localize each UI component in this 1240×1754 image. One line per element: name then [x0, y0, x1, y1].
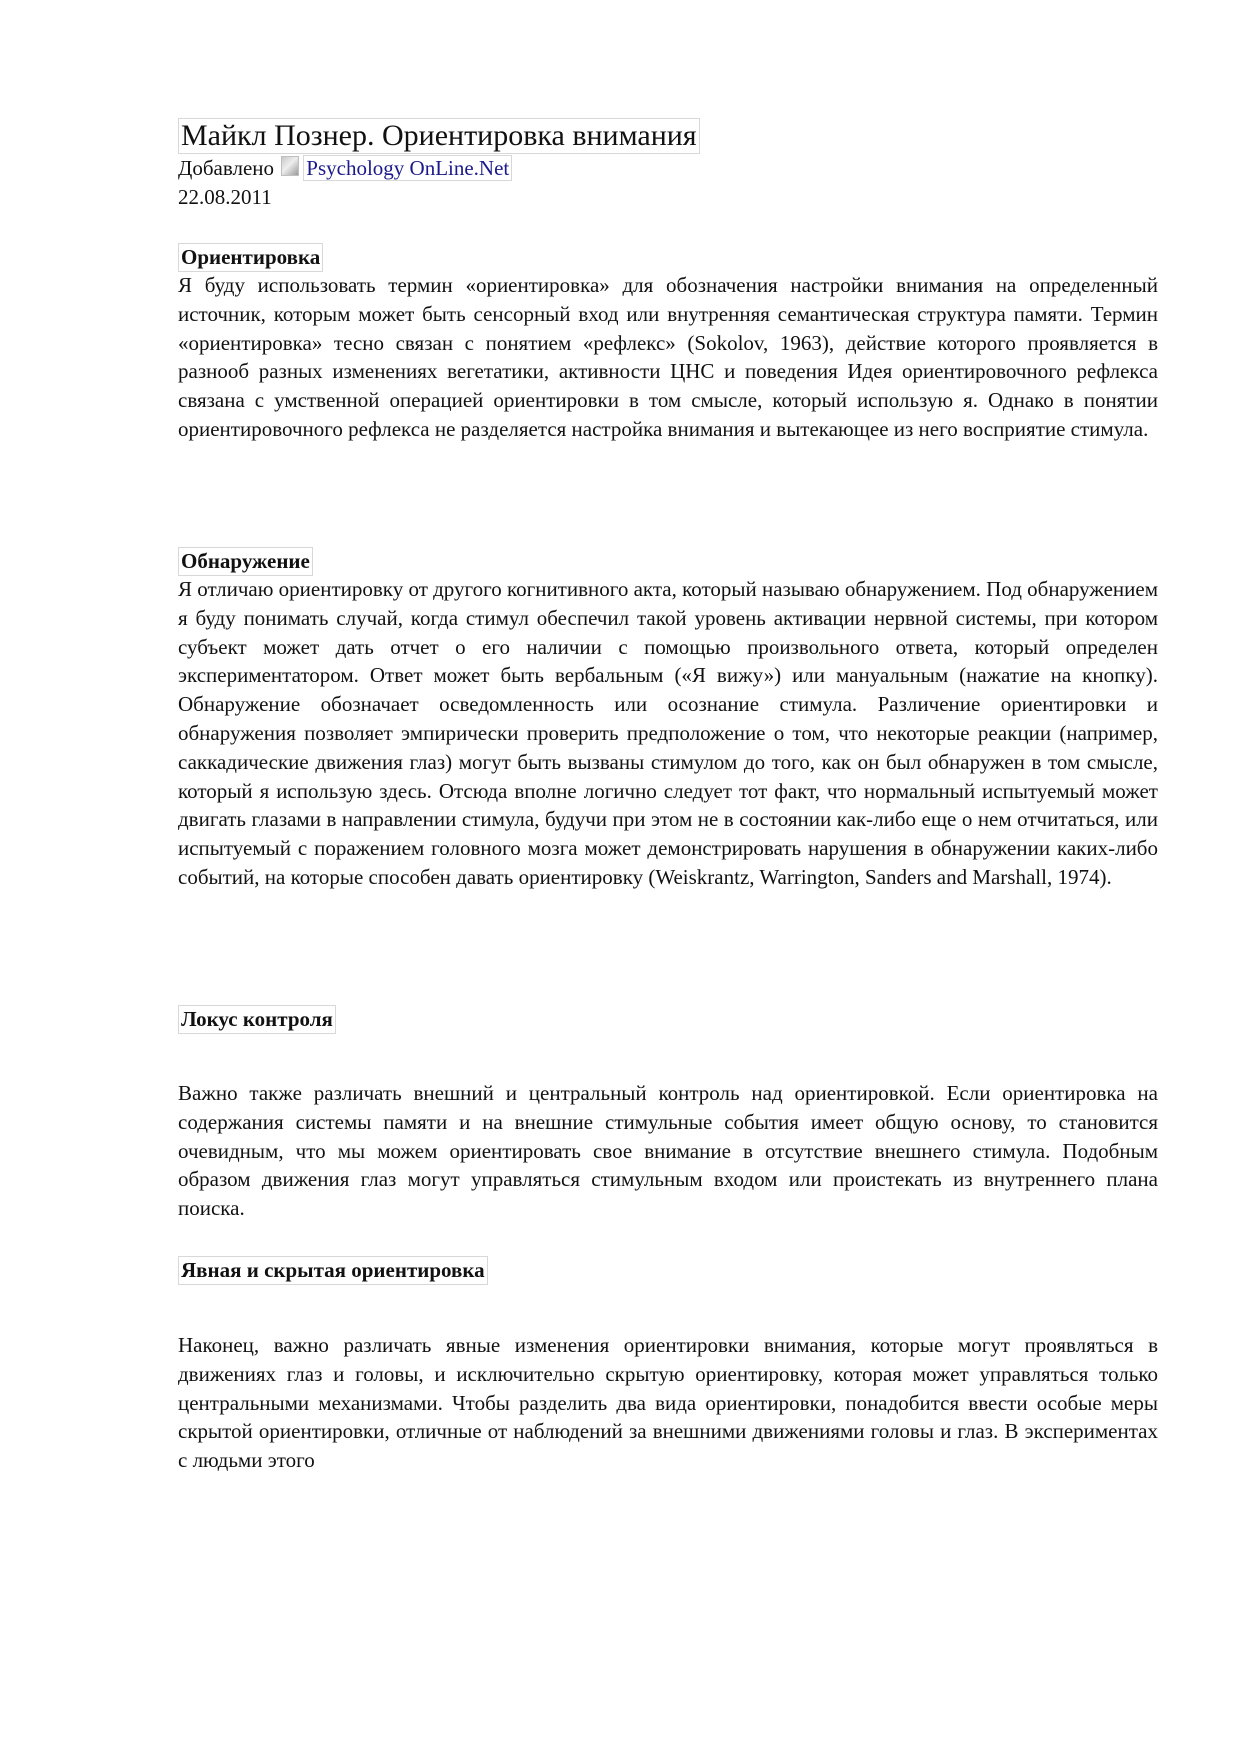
- section-heading-block: [178, 243, 1158, 272]
- section-heading: Локус контроля: [178, 1005, 336, 1034]
- section-paragraph-block: [178, 1079, 1158, 1223]
- section-paragraph: Я буду использовать термин «ориентировка» для обозначения настройки внимания на определенный источник, которым может быть сенсорный вход или внутренняя семантическая структура памяти. Термин «ориентировка» тесно связан с понятием «рефлекс» (Sokolov, 1963), действие которого проявляется в разнооб разных изменениях вегетатики, активности ЦНС и поведения Идея ориентировочного рефлекса связана с умственной операцией ориентировки в том смысле, который использую я. Однако в понятии ориентировочного рефлекса не разделяется настройка внимания и вытекающее из него восприятие стимула.: [178, 273, 1158, 441]
- section-heading-block: [178, 1256, 1158, 1285]
- section-heading-block: [178, 547, 1158, 576]
- article-header: [178, 118, 1158, 212]
- section-paragraph: Я отличаю ориентировку от другого когнитивного акта, который называю обнаружением. Под обнаружением я буду понимать случай, когда стимул обеспечил такой уровень активации нервной системы, при котором субъект может дать отчет о его наличии с помощью произвольного ответа, который определен экспериментатором. Ответ может быть вербальным («Я вижу») или мануальным (нажатие на кнопку). Обнаружение обозначает осведомленность или осознание стимула. Различение ориентировки и обнаружения позволяет эмпирически проверить предположение о том, что некоторые реакции (например, саккадические движения глаз) могут быть вызваны стимулом до того, как он был обнаружен в том смысле, который я использую здесь. Отсюда вполне логично следует тот факт, что нормальный испытуемый может двигать глазами в направлении стимула, будучи при этом не в состоянии как-либо еще о нем отчитаться, или испытуемый с поражением головного мозга может демонстрировать нарушения в обнаружении каких-либо событий, на которые способен давать ориентировку (Weiskrantz, Warrington, Sanders and Marshall, 1974).: [178, 577, 1158, 889]
- site-link[interactable]: Psychology OnLine.Net: [303, 155, 512, 181]
- section-heading: Обнаружение: [178, 547, 313, 576]
- section-paragraph-block: [178, 1331, 1158, 1475]
- image-icon: [281, 156, 299, 176]
- article-meta: [178, 154, 1158, 212]
- section-heading: Явная и скрытая ориентировка: [178, 1256, 488, 1285]
- section-paragraph: Наконец, важно различать явные изменения ориентировки внимания, которые могут проявляться в движениях глаз и головы, и исключительно скрытую ориентировку, которая может управляться только центральными механизмами. Чтобы разделить два вида ориентировки, понадобится ввести особые меры скрытой ориентировки, отличные от наблюдений за внешними движениями головы и глаз. В экспериментах с людьми этого: [178, 1333, 1158, 1473]
- article-date: 22.08.2011: [178, 185, 272, 209]
- section-heading: Ориентировка: [178, 243, 323, 272]
- added-label: Добавлено: [178, 156, 275, 180]
- section-paragraph: Важно также различать внешний и центральный контроль над ориентировкой. Если ориентировка на содержания системы памяти и на внешние стимульные события имеет общую основу, то становится очевидным, что мы можем ориентировать свое внимание в отсутствие внешнего стимула. Подобным образом движения глаз могут управляться стимульным входом или проистекать из внутреннего плана поиска.: [178, 1081, 1158, 1221]
- section-heading-block: [178, 1005, 1158, 1034]
- section-paragraph-block: [178, 575, 1158, 892]
- added-row: [178, 154, 1158, 183]
- section-paragraph-block: [178, 271, 1158, 444]
- article-title: Майкл Познер. Ориентировка внимания: [178, 118, 700, 154]
